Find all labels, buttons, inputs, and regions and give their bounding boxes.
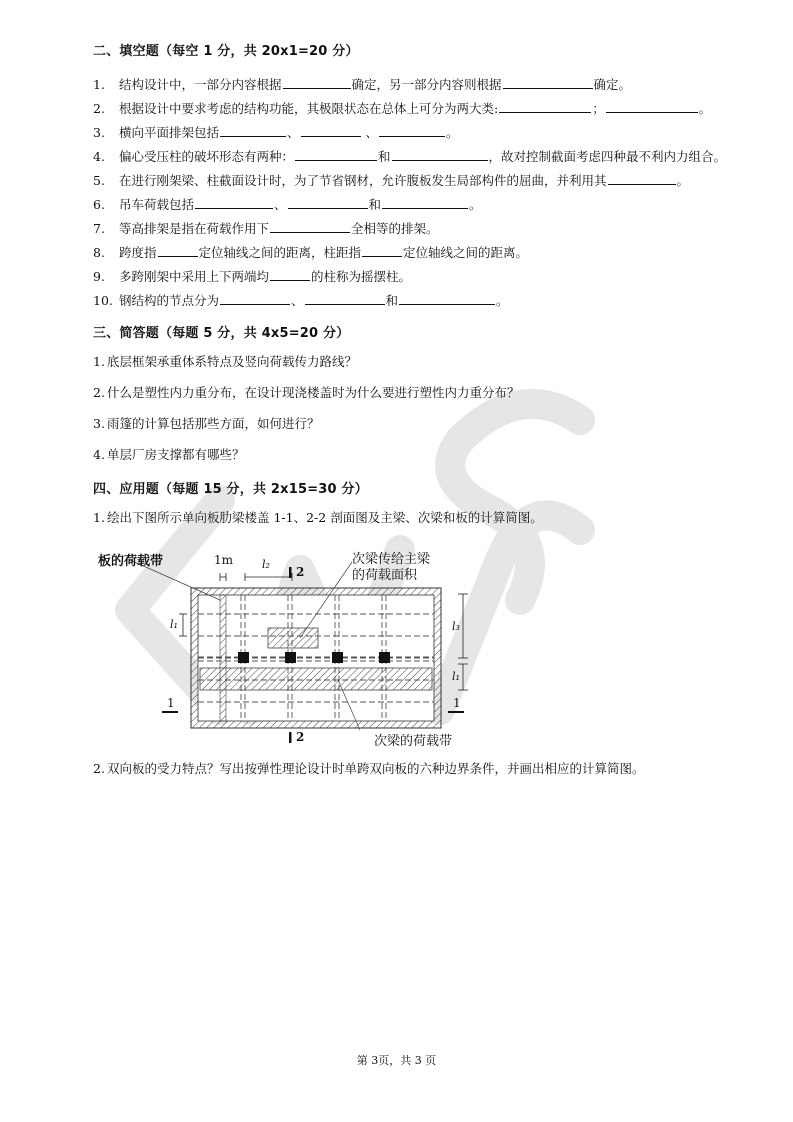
question-number: 3. [93, 416, 105, 431]
answer-blank[interactable] [608, 172, 676, 185]
question-text: 、 [361, 125, 379, 140]
section-title-fill-blank: 二、填空题（每空 1 分，共 20x1=20 分） [93, 44, 359, 59]
section-title-short-answer: 三、简答题（每题 5 分，共 4x5=20 分） [93, 326, 350, 341]
question-text: 在进行刚架梁、柱截面设计时，为了节省钢材，允许腹板发生局部构件的屈曲，并利用其 [119, 173, 607, 188]
question-text: 结构设计中，一部分内容根据 [119, 77, 282, 92]
question-text: ； [592, 101, 605, 116]
question-text: 和 [385, 293, 399, 308]
question-text: 和 [368, 197, 382, 212]
question-text: 。 [446, 125, 459, 140]
label-l2: l₂ [262, 558, 270, 571]
floor-plan-drawing [90, 540, 490, 755]
label-section-1-right: 1 [453, 696, 461, 710]
label-section-2-top: 2 [296, 565, 305, 579]
label-load-area-line1: 次梁传给主梁 [352, 552, 431, 567]
question-text: 。 [496, 293, 509, 308]
fill-question-10 [93, 292, 509, 309]
question-text: 、 [291, 293, 304, 308]
fill-question-2 [93, 100, 711, 117]
label-l1-left: l₁ [170, 618, 178, 631]
question-number: 1. [93, 77, 105, 92]
answer-blank[interactable] [288, 196, 368, 209]
fill-question-1 [93, 76, 631, 93]
question-number: 8. [93, 245, 105, 260]
question-text: 全相等的排架。 [351, 221, 439, 236]
question-text: ，故对控制截面考虑四种最不利内力组合。 [488, 149, 727, 164]
answer-blank[interactable] [270, 220, 350, 233]
label-load-area-line2: 的荷载面积 [352, 568, 418, 583]
fill-question-6 [93, 196, 482, 213]
short-question-2 [93, 385, 520, 401]
label-secondary-beam-strip: 次梁的荷载带 [374, 734, 453, 749]
question-number: 2. [93, 101, 105, 116]
application-question-1 [93, 510, 543, 526]
question-number: 9. [93, 269, 105, 284]
question-text: 的柱称为摇摆柱。 [311, 269, 412, 284]
short-question-1 [93, 354, 357, 370]
question-text: 、 [287, 125, 300, 140]
short-question-3 [93, 416, 320, 432]
label-section-2-bottom: 2 [296, 730, 305, 744]
application-question-2 [93, 761, 645, 777]
label-l1-right: l₁ [452, 670, 460, 683]
answer-blank[interactable] [499, 100, 591, 113]
question-number: 3. [93, 125, 105, 140]
answer-blank[interactable] [503, 76, 593, 89]
answer-blank[interactable] [301, 124, 361, 137]
answer-blank[interactable] [362, 244, 402, 257]
label-1m: 1m [214, 553, 234, 567]
question-number: 5. [93, 173, 105, 188]
question-text: 偏心受压柱的破坏形态有两种： [119, 149, 295, 164]
answer-blank[interactable] [399, 292, 495, 305]
question-text: 确定，另一部分内容则根据 [351, 77, 502, 92]
fill-question-4 [93, 148, 726, 165]
question-number: 1. [93, 354, 105, 369]
question-number: 7. [93, 221, 105, 236]
question-text: 横向平面排架包括 [119, 125, 220, 140]
floor-plan-diagram [90, 540, 490, 755]
question-text: 跨度指 [119, 245, 157, 260]
answer-blank[interactable] [606, 100, 698, 113]
answer-blank[interactable] [158, 244, 198, 257]
short-question-4 [93, 447, 245, 463]
column-icon [379, 652, 390, 663]
fill-question-5 [93, 172, 689, 189]
question-text: 雨篷的计算包括那些方面，如何进行？ [107, 416, 320, 431]
answer-blank[interactable] [379, 124, 445, 137]
column-icon [285, 652, 296, 663]
question-number: 2. [93, 385, 105, 400]
question-text: 单层厂房支撑都有哪些？ [107, 447, 245, 462]
question-text: 确定。 [593, 77, 632, 92]
question-text: 。 [676, 173, 690, 188]
question-number: 6. [93, 197, 105, 212]
column-icon [238, 652, 249, 663]
answer-blank[interactable] [270, 268, 310, 281]
fill-question-7 [93, 220, 439, 237]
question-text: 绘出下图所示单向板肋梁楼盖 1-1、2-2 剖面图及主梁、次梁和板的计算简图。 [107, 510, 543, 525]
question-text: 钢结构的节点分为 [119, 293, 220, 308]
section-title-application: 四、应用题（每题 15 分，共 2x15=30 分） [93, 482, 368, 497]
question-number: 2. [93, 761, 105, 776]
question-text: 。 [698, 101, 712, 116]
answer-blank[interactable] [220, 292, 290, 305]
answer-blank[interactable] [195, 196, 273, 209]
question-text: 、 [274, 197, 287, 212]
question-number: 10. [93, 293, 113, 308]
answer-blank[interactable] [392, 148, 488, 161]
answer-blank[interactable] [295, 148, 377, 161]
question-text: 多跨刚架中采用上下两端均 [119, 269, 270, 284]
question-number: 1. [93, 510, 105, 525]
question-number: 4. [93, 149, 105, 164]
answer-blank[interactable] [305, 292, 385, 305]
question-text: 什么是塑性内力重分布，在设计现浇楼盖时为什么要进行塑性内力重分布？ [107, 385, 520, 400]
column-icon [332, 652, 343, 663]
label-l3: l₃ [452, 620, 460, 633]
label-slab-load-strip: 板的荷载带 [98, 554, 164, 569]
question-text: 双向板的受力特点？写出按弹性理论设计时单跨双向板的六种边界条件，并画出相应的计算简图。 [107, 761, 645, 776]
question-text: 根据设计中要求考虑的结构功能，其极限状态在总体上可分为两大类: [119, 101, 499, 116]
question-text: 。 [469, 197, 482, 212]
answer-blank[interactable] [382, 196, 468, 209]
question-text: 底层框架承重体系特点及竖向荷载传力路线？ [107, 354, 358, 369]
question-text: 等高排架是指在荷载作用下 [119, 221, 270, 236]
fill-question-9 [93, 268, 411, 285]
question-number: 4. [93, 447, 105, 462]
label-section-1-left: 1 [167, 696, 175, 710]
question-text: 定位轴线之间的距离。 [403, 245, 529, 260]
question-text: 和 [378, 149, 391, 164]
fill-question-3 [93, 124, 459, 141]
page-number: 第 3页，共 3 页 [356, 1054, 437, 1067]
answer-blank[interactable] [283, 76, 351, 89]
fill-question-8 [93, 244, 528, 261]
question-text: 定位轴线之间的距离，柱距指 [198, 245, 362, 260]
question-text: 吊车荷载包括 [119, 197, 195, 212]
answer-blank[interactable] [220, 124, 286, 137]
